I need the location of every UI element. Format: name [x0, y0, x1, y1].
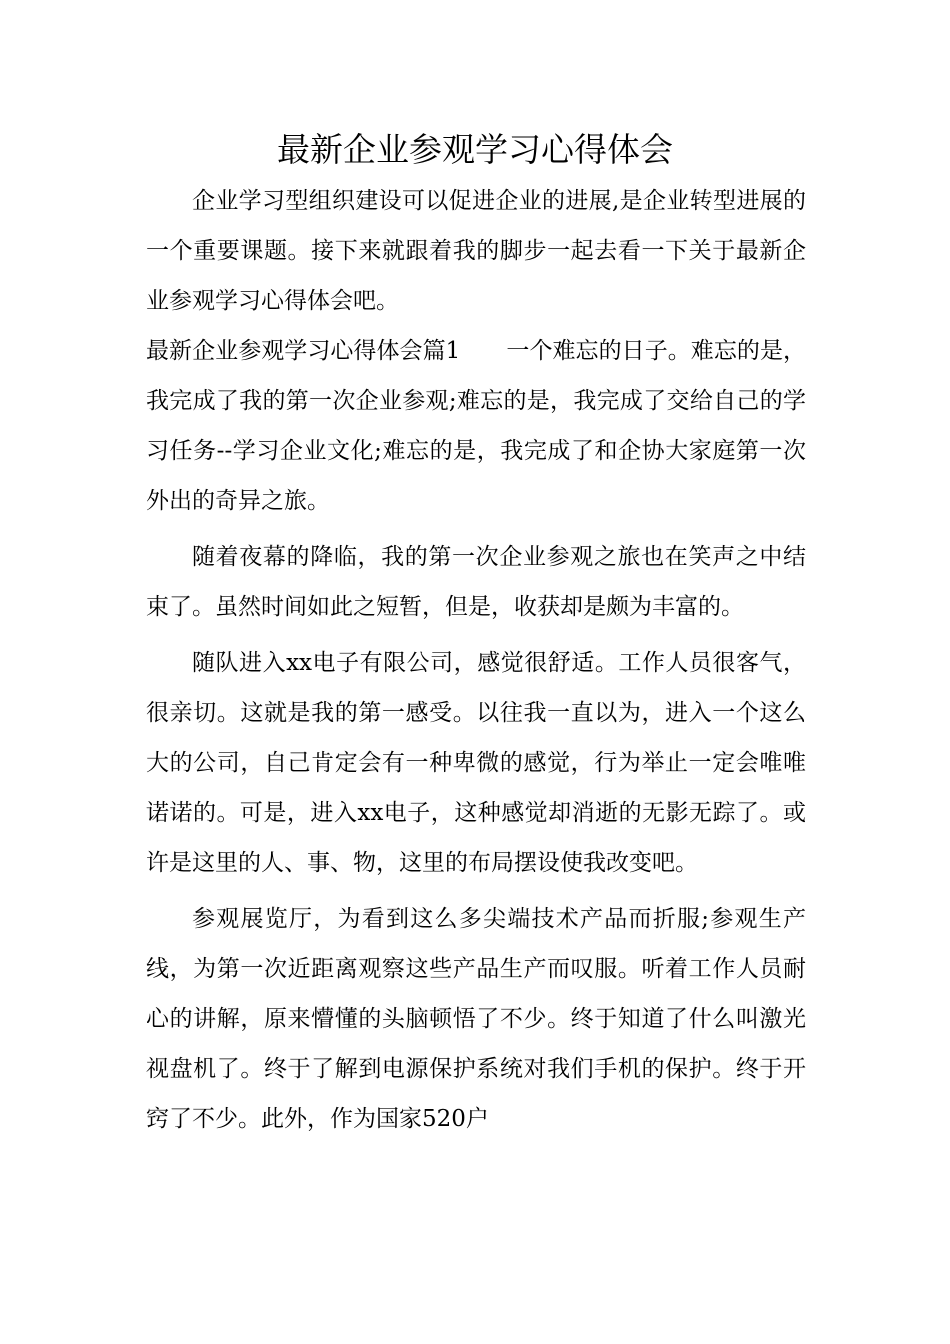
paragraph-intro: 企业学习型组织建设可以促进企业的进展,是企业转型进展的一个重要课题。接下来就跟着我的脚步一起去看一下关于最新企业参观学习心得体会吧。 — [146, 188, 806, 314]
document-body — [146, 176, 806, 1144]
document-title: 最新企业参观学习心得体会 — [277, 130, 673, 169]
paragraph-section-1: 最新企业参观学习心得体会篇1 一个难忘的日子。难忘的是，我完成了我的第一次企业参观;难忘的是，我完成了交给自己的学习任务--学习企业文化;难忘的是，我完成了和企协大家庭第一次外出的奇异之旅。 — [146, 338, 806, 514]
paragraph-exhibition: 参观展览厅，为看到这么多尖端技术产品而折服;参观生产线，为第一次近距离观察这些产品生产而叹服。听着工作人员耐心的讲解，原来懵懂的头脑顿悟了不少。终于知道了什么叫激光视盘机了。终于了解到电源保护系统对我们手机的保护。终于开窍了不少。此外，作为国家520户 — [146, 906, 806, 1132]
paragraph-evening: 随着夜幕的降临，我的第一次企业参观之旅也在笑声之中结束了。虽然时间如此之短暂，但是，收获却是颇为丰富的。 — [146, 544, 806, 620]
paragraph-company-entry: 随队进入xx电子有限公司，感觉很舒适。工作人员很客气，很亲切。这就是我的第一感受。以往我一直以为，进入一个这么大的公司，自己肯定会有一种卑微的感觉，行为举止一定会唯唯诺诺的。可是，进入xx电子，这种感觉却消逝的无影无踪了。或许是这里的人、事、物，这里的布局摆设使我改变吧。 — [146, 650, 806, 876]
